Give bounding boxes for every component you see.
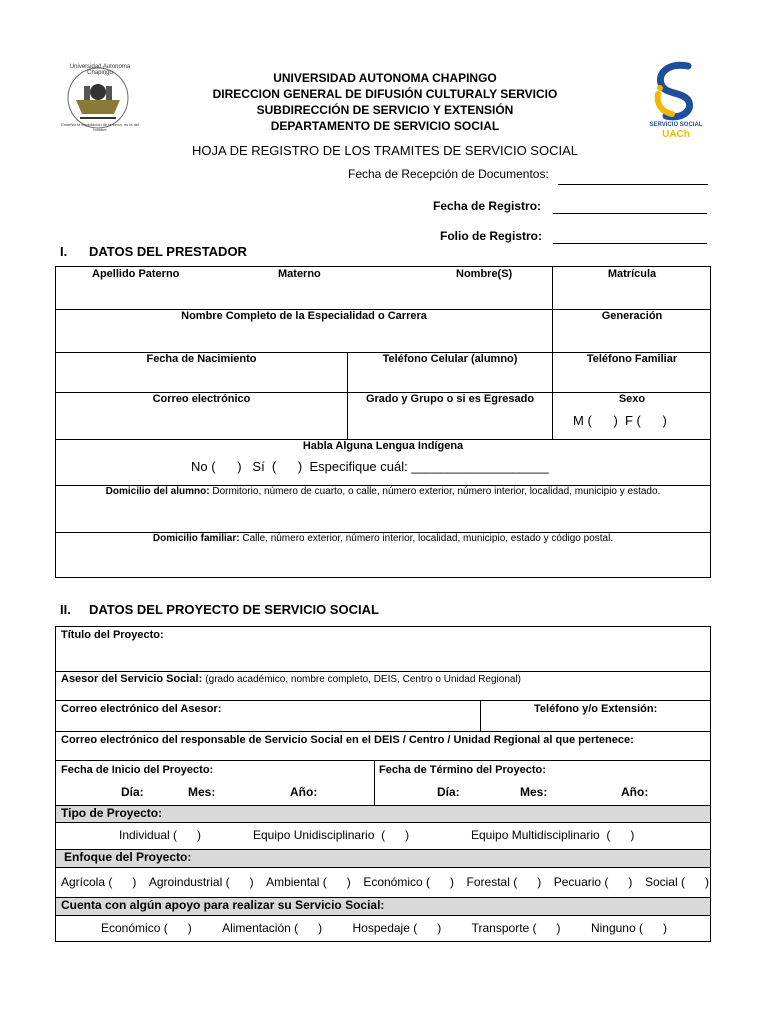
form-title: HOJA DE REGISTRO DE LOS TRAMITES DE SERVICIO SOCIAL <box>192 143 578 158</box>
telefono-familiar-label: Teléfono Familiar <box>586 353 678 365</box>
telefono-celular-label: Teléfono Celular (alumno) <box>382 353 518 365</box>
asesor-hint: (grado académico, nombre completo, DEIS, Centro o Unidad Regional) <box>205 674 522 685</box>
termino-mes-label: Mes: <box>520 785 548 799</box>
section1-title: DATOS DEL PRESTADOR <box>89 244 247 259</box>
tipo-individual-option[interactable]: Individual ( ) <box>119 828 202 842</box>
domicilio-familiar-hint: Calle, número exterior, número interior, localidad, municipio, estado y código postal. <box>242 533 614 544</box>
apoyo-economico-option[interactable]: Económico ( ) <box>101 921 192 935</box>
prestador-table <box>55 266 711 578</box>
especialidad-label: Nombre Completo de la Especialidad o Carrera <box>181 310 427 322</box>
enfoque-proyecto-label: Enfoque del Proyecto: <box>64 850 192 864</box>
inicio-anio-label <box>290 785 317 799</box>
inicio-anio-text: Año: <box>290 785 318 799</box>
enfoque-ambiental-option[interactable]: Ambiental ( ) <box>266 875 351 889</box>
enfoque-agricola-option[interactable]: Agrícola ( ) <box>61 875 137 889</box>
enfoque-economico-option[interactable]: Económico ( ) <box>363 875 455 889</box>
termino-anio-label: Año: <box>621 785 649 799</box>
header-department: DEPARTAMENTO DE SERVICIO SOCIAL <box>270 119 500 133</box>
sexo-options[interactable]: M ( ) F ( ) <box>573 413 667 428</box>
domicilio-familiar-label: Domicilio familiar: <box>152 533 240 544</box>
inicio-dia-label: Día: <box>121 785 144 799</box>
correo-asesor-label: Correo electrónico del Asesor: <box>61 703 222 715</box>
logo-caption: SERVICIO SOCIAL <box>649 122 703 128</box>
folio-registro-field[interactable] <box>553 231 707 244</box>
generacion-label: Generación <box>601 310 663 322</box>
apoyo-hospedaje-option[interactable]: Hospedaje ( ) <box>352 921 442 935</box>
fecha-inicio-label: Fecha de Inicio del Proyecto: <box>61 764 214 776</box>
section1-number: I. <box>60 244 68 259</box>
nombres-label: Nombre(S) <box>456 268 513 280</box>
apellido-paterno-label: Apellido Paterno <box>92 268 180 280</box>
section2-number: II. <box>60 602 71 617</box>
grado-grupo-label: Grado y Grupo o si es Egresado <box>365 393 535 405</box>
correo-label: Correo electrónico <box>152 393 251 405</box>
fecha-recepcion-row <box>348 167 549 181</box>
tipo-unidisciplinario-option[interactable]: Equipo Unidisciplinario ( ) <box>253 828 410 842</box>
folio-registro-label: Folio de Registro: <box>440 229 542 243</box>
fecha-termino-label: Fecha de Término del Proyecto: <box>379 764 546 776</box>
lengua-options[interactable]: No ( ) Sí ( ) Especifique cuál: ___________________ <box>191 459 549 474</box>
enfoque-pecuario-option[interactable]: Pecuario ( ) <box>553 875 633 889</box>
asesor-label: Asesor del Servicio Social: <box>61 673 203 685</box>
fecha-nacimiento-label: Fecha de Nacimiento <box>146 353 257 365</box>
asesor-row <box>61 673 521 685</box>
header-university: UNIVERSIDAD AUTONOMA CHAPINGO <box>273 71 497 85</box>
tipo-proyecto-label: Tipo de Proyecto: <box>61 806 163 820</box>
domicilio-alumno-label: Domicilio del alumno: <box>105 486 210 497</box>
enfoque-options <box>61 875 709 889</box>
header-subdirection: SUBDIRECCIÓN DE SERVICIO Y EXTENSIÓN <box>256 103 514 117</box>
apoyo-transporte-option[interactable]: Transporte ( ) <box>471 921 561 935</box>
logo-caption-uach: UACh <box>662 129 690 140</box>
header-direction: DIRECCION GENERAL DE DIFUSIÓN CULTURALY SERVICIO <box>212 87 558 101</box>
domicilio-familiar-row <box>56 533 710 544</box>
enfoque-social-option[interactable]: Social ( ) <box>644 875 709 889</box>
enfoque-agroindustrial-option[interactable]: Agroindustrial ( ) <box>148 875 254 889</box>
fecha-registro-label: Fecha de Registro: <box>433 199 542 213</box>
seal-motto: Enseñar la explotación de la tierra, no la del hombre <box>61 122 139 132</box>
telefono-extension-label: Teléfono y/o Extensión: <box>534 703 658 715</box>
tipo-multidisciplinario-option[interactable]: Equipo Multidisciplinario ( ) <box>471 828 635 842</box>
enfoque-forestal-option[interactable]: Forestal ( ) <box>466 875 542 889</box>
fecha-registro-field[interactable] <box>553 201 707 214</box>
domicilio-alumno-hint: Dormitorio, número de cuarto, o calle, número exterior, número interior, localidad, municipio y estado. <box>212 486 661 497</box>
apoyo-label: Cuenta con algún apoyo para realizar su Servicio Social: <box>61 898 385 912</box>
fecha-recepcion-field[interactable] <box>558 172 708 185</box>
apoyo-alimentacion-option[interactable]: Alimentación ( ) <box>222 921 323 935</box>
sexo-label: Sexo <box>618 393 646 405</box>
inicio-mes-label: Mes: <box>188 785 216 799</box>
apoyo-ninguno-option[interactable]: Ninguno ( ) <box>590 921 667 935</box>
termino-dia-label: Día: <box>437 785 460 799</box>
proyecto-table <box>55 626 711 942</box>
domicilio-alumno-row <box>56 486 710 497</box>
correo-responsable-label: Correo electrónico del responsable de Servicio Social en el DEIS / Centro / Unidad Regional al que pertenece: <box>61 734 634 746</box>
lengua-label: Habla Alguna Lengua Indígena <box>302 440 464 452</box>
fecha-recepcion-label: Fecha de Recepción de Documentos: <box>348 167 549 181</box>
titulo-proyecto-label: Título del Proyecto: <box>61 629 164 641</box>
apoyo-options <box>101 921 667 935</box>
matricula-label: Matrícula <box>607 268 657 280</box>
seal-text-top: Universidad Autonoma Chapingo <box>69 64 131 76</box>
materno-label: Materno <box>278 268 321 280</box>
section2-title: DATOS DEL PROYECTO DE SERVICIO SOCIAL <box>89 602 379 617</box>
